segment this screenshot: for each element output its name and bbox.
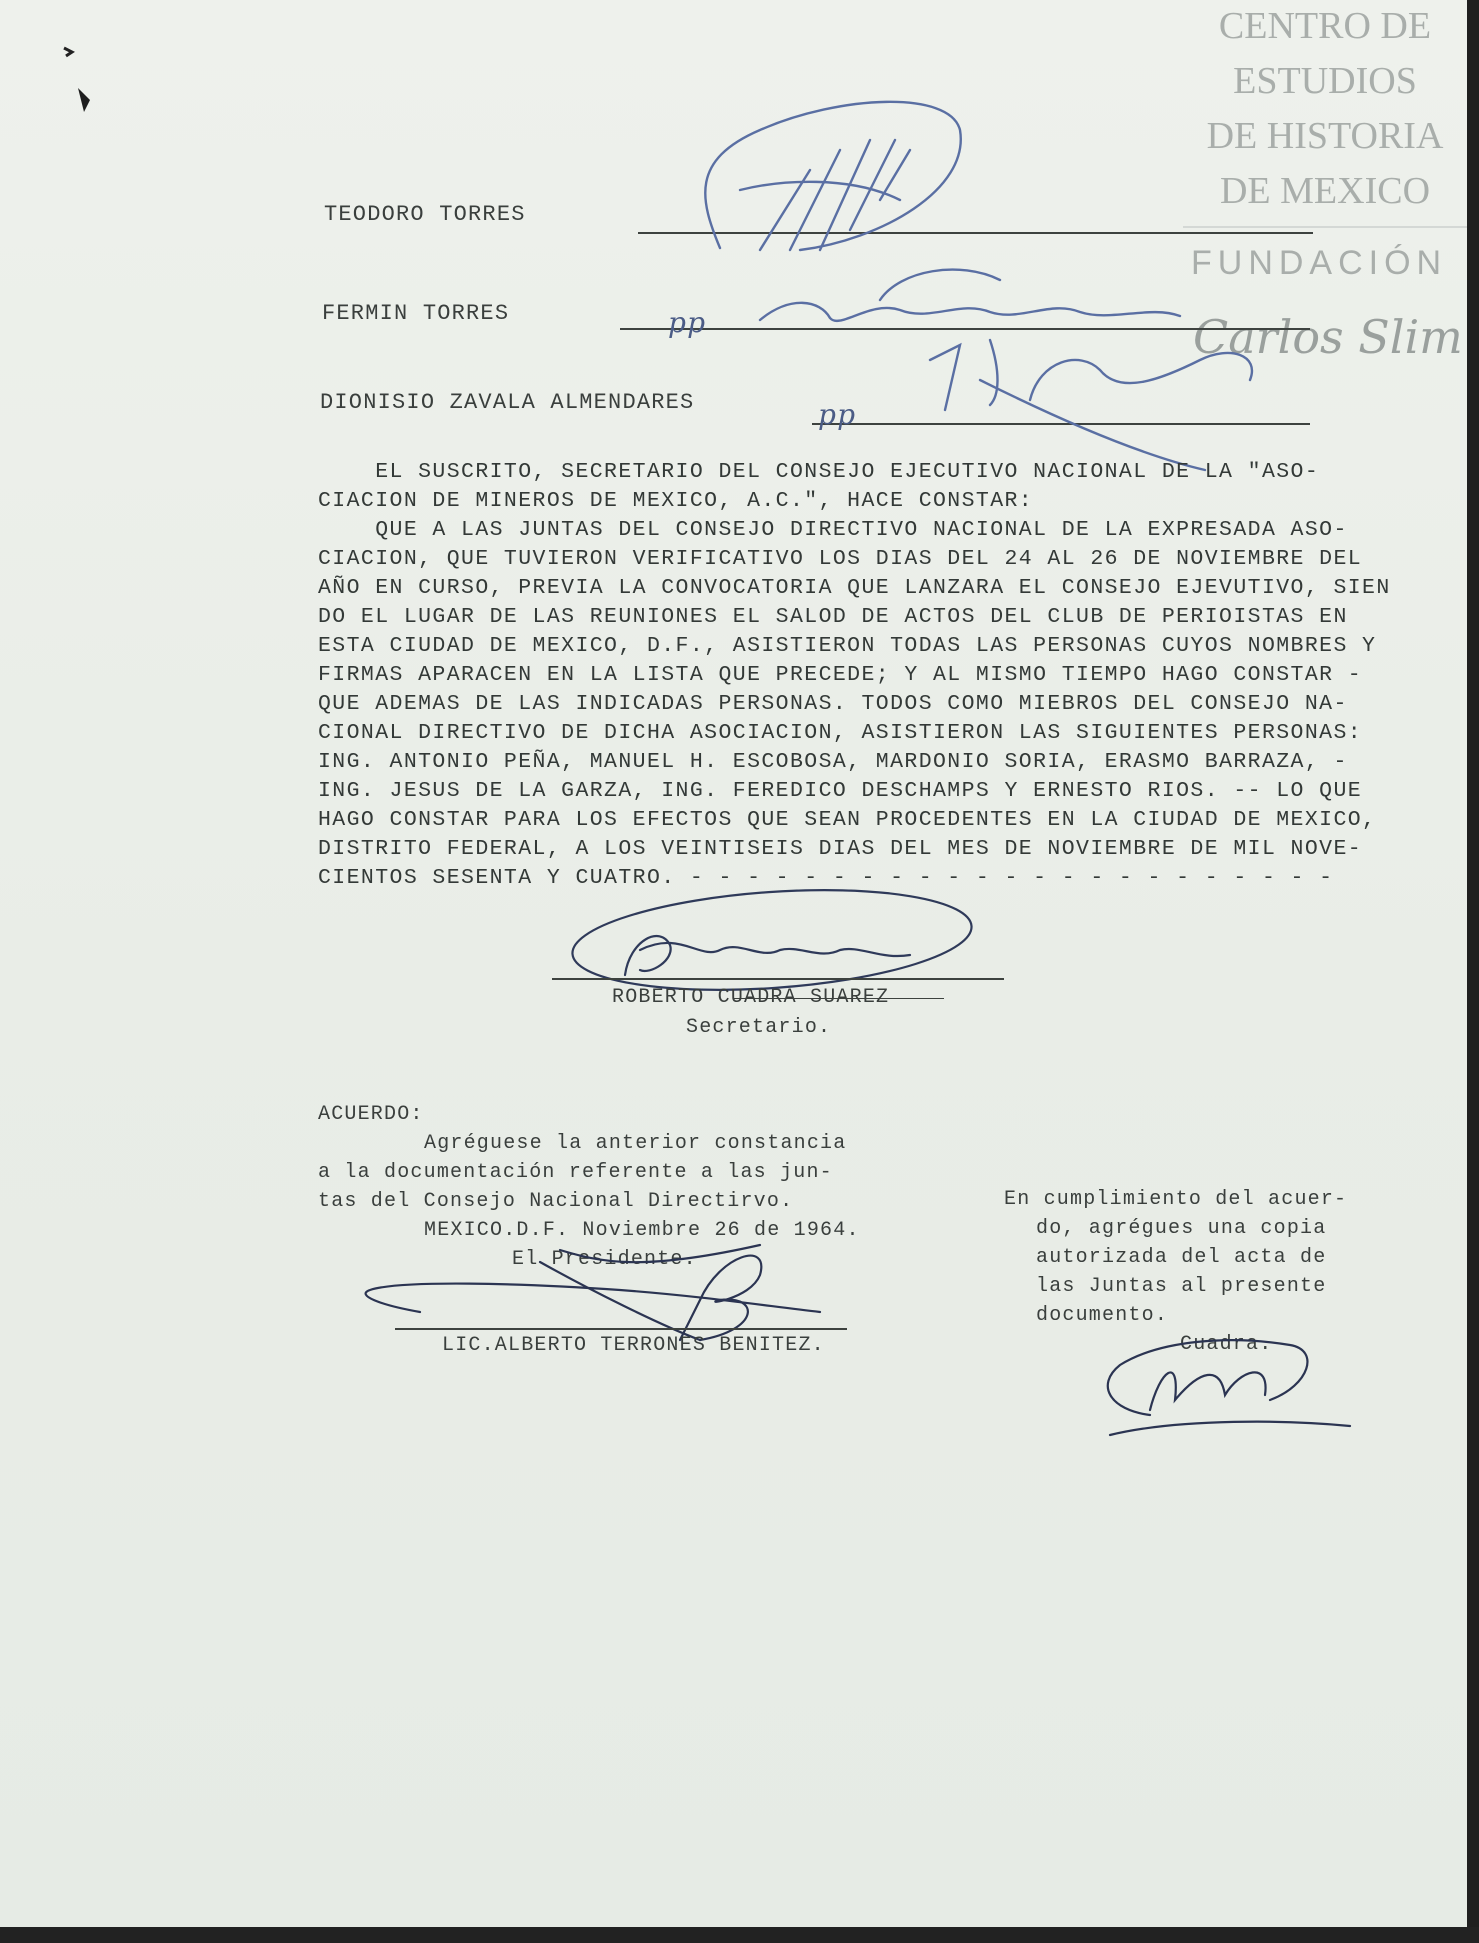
scan-edge-bottom bbox=[0, 1927, 1479, 1943]
agreement-heading: ACUERDO: bbox=[318, 1103, 424, 1126]
certificate-line-1: EL SUSCRITO, SECRETARIO DEL CONSEJO EJECUTIVO NACIONAL DE LA "ASO- bbox=[318, 460, 1320, 484]
secretary-name: ROBERTO CUADRA SUAREZ bbox=[612, 986, 890, 1009]
agreement-line-1: Agréguese la anterior constancia bbox=[424, 1132, 847, 1155]
secretary-title: Secretario. bbox=[686, 1016, 832, 1039]
watermark-foundation: FUNDACIÓN bbox=[1191, 244, 1448, 282]
certificate-line-10: CIONAL DIRECTIVO DE DICHA ASOCIACION, ASISTIERON LAS SIGUIENTES PERSONAS: bbox=[318, 721, 1363, 745]
certificate-line-9: QUE ADEMAS DE LAS INDICADAS PERSONAS. TODOS COMO MIEBROS DEL CONSEJO NA- bbox=[318, 692, 1348, 716]
certificate-line-8: FIRMAS APARACEN EN LA LISTA QUE PRECEDE; Y AL MISMO TIEMPO HAGO CONSTAR - bbox=[318, 663, 1363, 687]
president-name: LIC.ALBERTO TERRONES BENITEZ. bbox=[442, 1334, 825, 1357]
compliance-line-2: do, agrégues una copia bbox=[1036, 1217, 1327, 1240]
agreement-line-5: El Presidente. bbox=[512, 1248, 697, 1271]
watermark-name: Carlos Slim bbox=[1193, 310, 1463, 364]
certificate-line-4: CIACION, QUE TUVIERON VERIFICATIVO LOS DIAS DEL 24 AL 26 DE NOVIEMBRE DEL bbox=[318, 547, 1363, 571]
watermark-line-4: DE MEXICO bbox=[1219, 170, 1431, 212]
compliance-signer: Cuadra. bbox=[1180, 1333, 1273, 1356]
watermark-line-3: DE HISTORIA bbox=[1206, 115, 1444, 157]
signatory-pp-3: pp bbox=[818, 398, 857, 431]
signatory-name-2: FERMIN TORRES bbox=[322, 301, 510, 326]
certificate-line-15: CIENTOS SESENTA Y CUATRO. - - - - - - - - - - - - - - - - - - - - - - - bbox=[318, 866, 1334, 890]
watermark-line-1: CENTRO DE bbox=[1218, 5, 1432, 47]
certificate-line-13: HAGO CONSTAR PARA LOS EFECTOS QUE SEAN PROCEDENTES EN LA CIUDAD DE MEXICO, bbox=[318, 808, 1377, 832]
signatory-pp-2: pp bbox=[668, 306, 707, 339]
compliance-line-3: autorizada del acta de bbox=[1036, 1246, 1327, 1269]
certificate-line-5: AÑO EN CURSO, PREVIA LA CONVOCATORIA QUE LANZARA EL CONSEJO EJEVUTIVO, SIEN bbox=[318, 576, 1391, 600]
certificate-line-2: CIACION DE MINEROS DE MEXICO, A.C.", HACE CONSTAR: bbox=[318, 489, 1034, 513]
watermark-line-2: ESTUDIOS bbox=[1233, 60, 1417, 102]
signatory-name-1: TEODORO TORRES bbox=[324, 202, 526, 227]
scan-edge-right bbox=[1467, 0, 1479, 1943]
certificate-line-12: ING. JESUS DE LA GARZA, ING. FEREDICO DESCHAMPS Y ERNESTO RIOS. -- LO QUE bbox=[318, 779, 1363, 803]
compliance-line-1: En cumplimiento del acuer- bbox=[1004, 1188, 1348, 1211]
certificate-line-7: ESTA CIUDAD DE MEXICO, D.F., ASISTIERON TODAS LAS PERSONAS CUYOS NOMBRES Y bbox=[318, 634, 1377, 658]
signatory-name-3: DIONISIO ZAVALA ALMENDARES bbox=[320, 390, 695, 415]
agreement-line-4: MEXICO.D.F. Noviembre 26 de 1964. bbox=[424, 1219, 860, 1242]
compliance-line-5: documento. bbox=[1036, 1304, 1169, 1327]
compliance-line-4: las Juntas al presente bbox=[1036, 1275, 1327, 1298]
certificate-line-6: DO EL LUGAR DE LAS REUNIONES EL SALOD DE ACTOS DEL CLUB DE PERIOISTAS EN bbox=[318, 605, 1348, 629]
agreement-line-2: a la documentación referente a las jun- bbox=[318, 1161, 833, 1184]
agreement-line-3: tas del Consejo Nacional Directirvo. bbox=[318, 1190, 794, 1213]
certificate-line-14: DISTRITO FEDERAL, A LOS VEINTISEIS DIAS DEL MES DE NOVIEMBRE DE MIL NOVE- bbox=[318, 837, 1363, 861]
certificate-line-11: ING. ANTONIO PEÑA, MANUEL H. ESCOBOSA, MARDONIO SORIA, ERASMO BARRAZA, - bbox=[318, 750, 1348, 774]
certificate-line-3: QUE A LAS JUNTAS DEL CONSEJO DIRECTIVO NACIONAL DE LA EXPRESADA ASO- bbox=[318, 518, 1348, 542]
